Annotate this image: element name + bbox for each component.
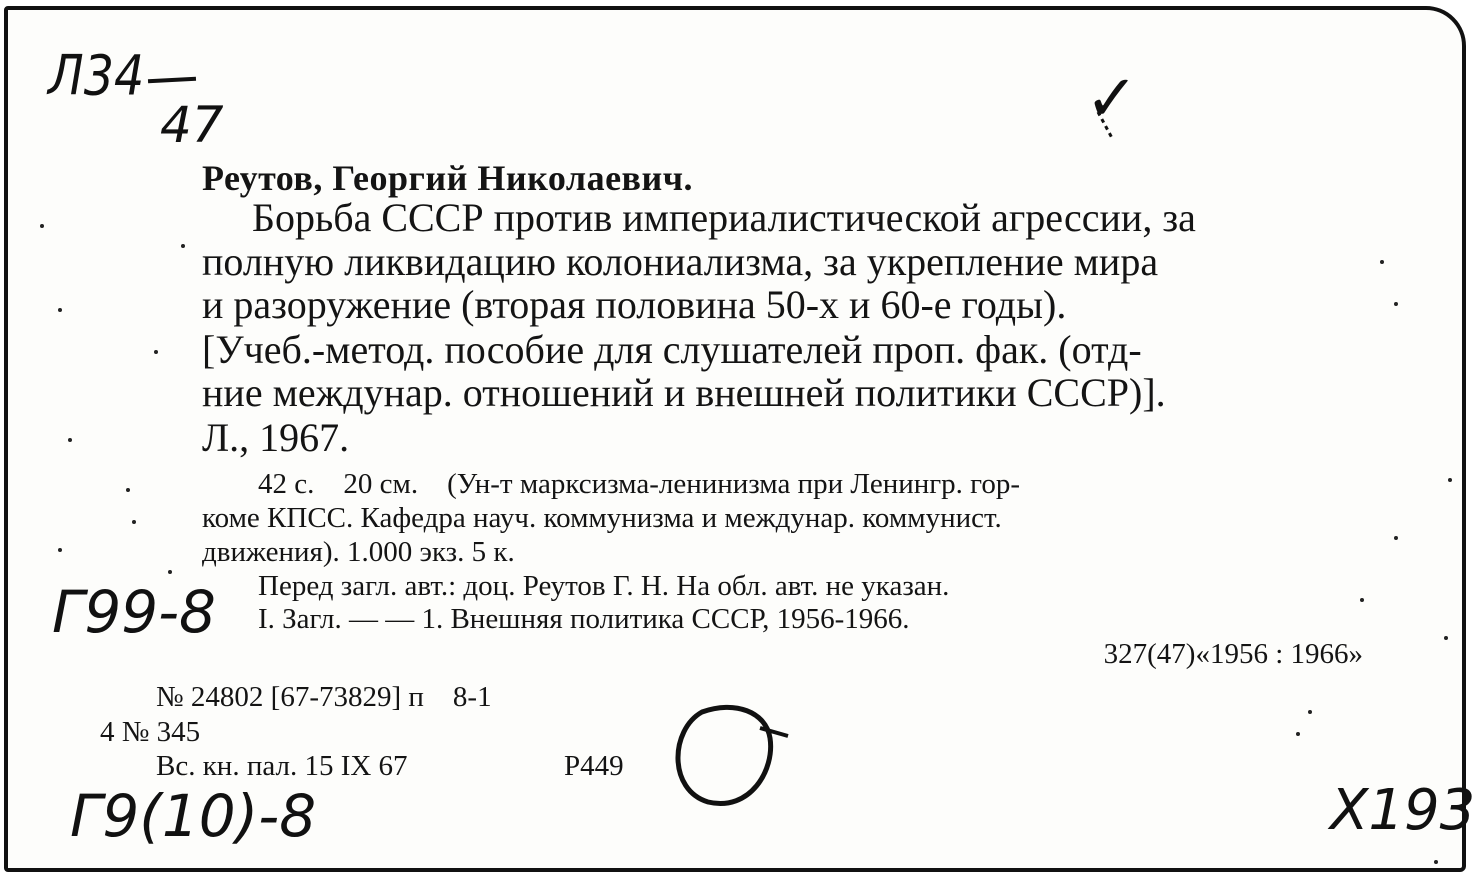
collation-line-2: коме КПСС. Кафедра науч. коммунизма и междунар. коммунист.	[202, 502, 1002, 534]
handwritten-top-left-numerator: Л34	[48, 44, 145, 108]
title-line-5: ние междунар. отношений и внешней политики СССР)].	[202, 370, 1166, 415]
handwritten-bottom-right: Х193	[1330, 778, 1476, 843]
handwritten-checkmark: ✓	[1085, 62, 1139, 136]
imprint-chamber-date: Вс. кн. пал. 15 IX 67	[156, 750, 408, 782]
title-line-2: полную ликвидацию колониализма, за укрепление мира	[202, 239, 1159, 284]
handwritten-top-left-denominator: 47	[160, 96, 224, 154]
scan-specks	[40, 224, 1452, 864]
imprint-order-number: № 24802 [67-73829] п 8-1	[156, 681, 492, 713]
imprint-copy-number: 4 № 345	[100, 716, 201, 748]
title-line-4: [Учеб.-метод. пособие для слушателей проп. фак. (отд-	[202, 327, 1142, 372]
note-line-1: Перед загл. авт.: доц. Реутов Г. Н. На обл. авт. не указан.	[258, 570, 950, 602]
imprint-code: Р449	[564, 750, 624, 782]
collation-line-1: 42 с. 20 см. (Ун-т марксизма-ленинизма при Ленингр. гор-	[258, 468, 1021, 500]
check-tail	[1098, 112, 1112, 138]
handwritten-shelf-mark-1: Г99-8	[52, 578, 216, 646]
title-line-3: и разоружение (вторая половина 50-х и 60-е годы).	[202, 282, 1067, 327]
collation-line-3: движения). 1.000 экз. 5 к.	[202, 536, 515, 568]
circle-tail	[760, 728, 788, 736]
hand-drawn-circle	[678, 707, 771, 803]
handwritten-shelf-mark-2: Г9(10)-8	[70, 782, 317, 850]
author-heading: Реутов, Георгий Николаевич.	[202, 158, 694, 198]
title-line-6: Л., 1967.	[202, 415, 350, 460]
classification-number: 327(47)«1956 : 1966»	[1103, 638, 1363, 670]
note-line-2: I. Загл. — — 1. Внешняя политика СССР, 1956-1966.	[258, 603, 910, 635]
title-line-1: Борьба СССР против империалистической агрессии, за	[252, 195, 1196, 240]
